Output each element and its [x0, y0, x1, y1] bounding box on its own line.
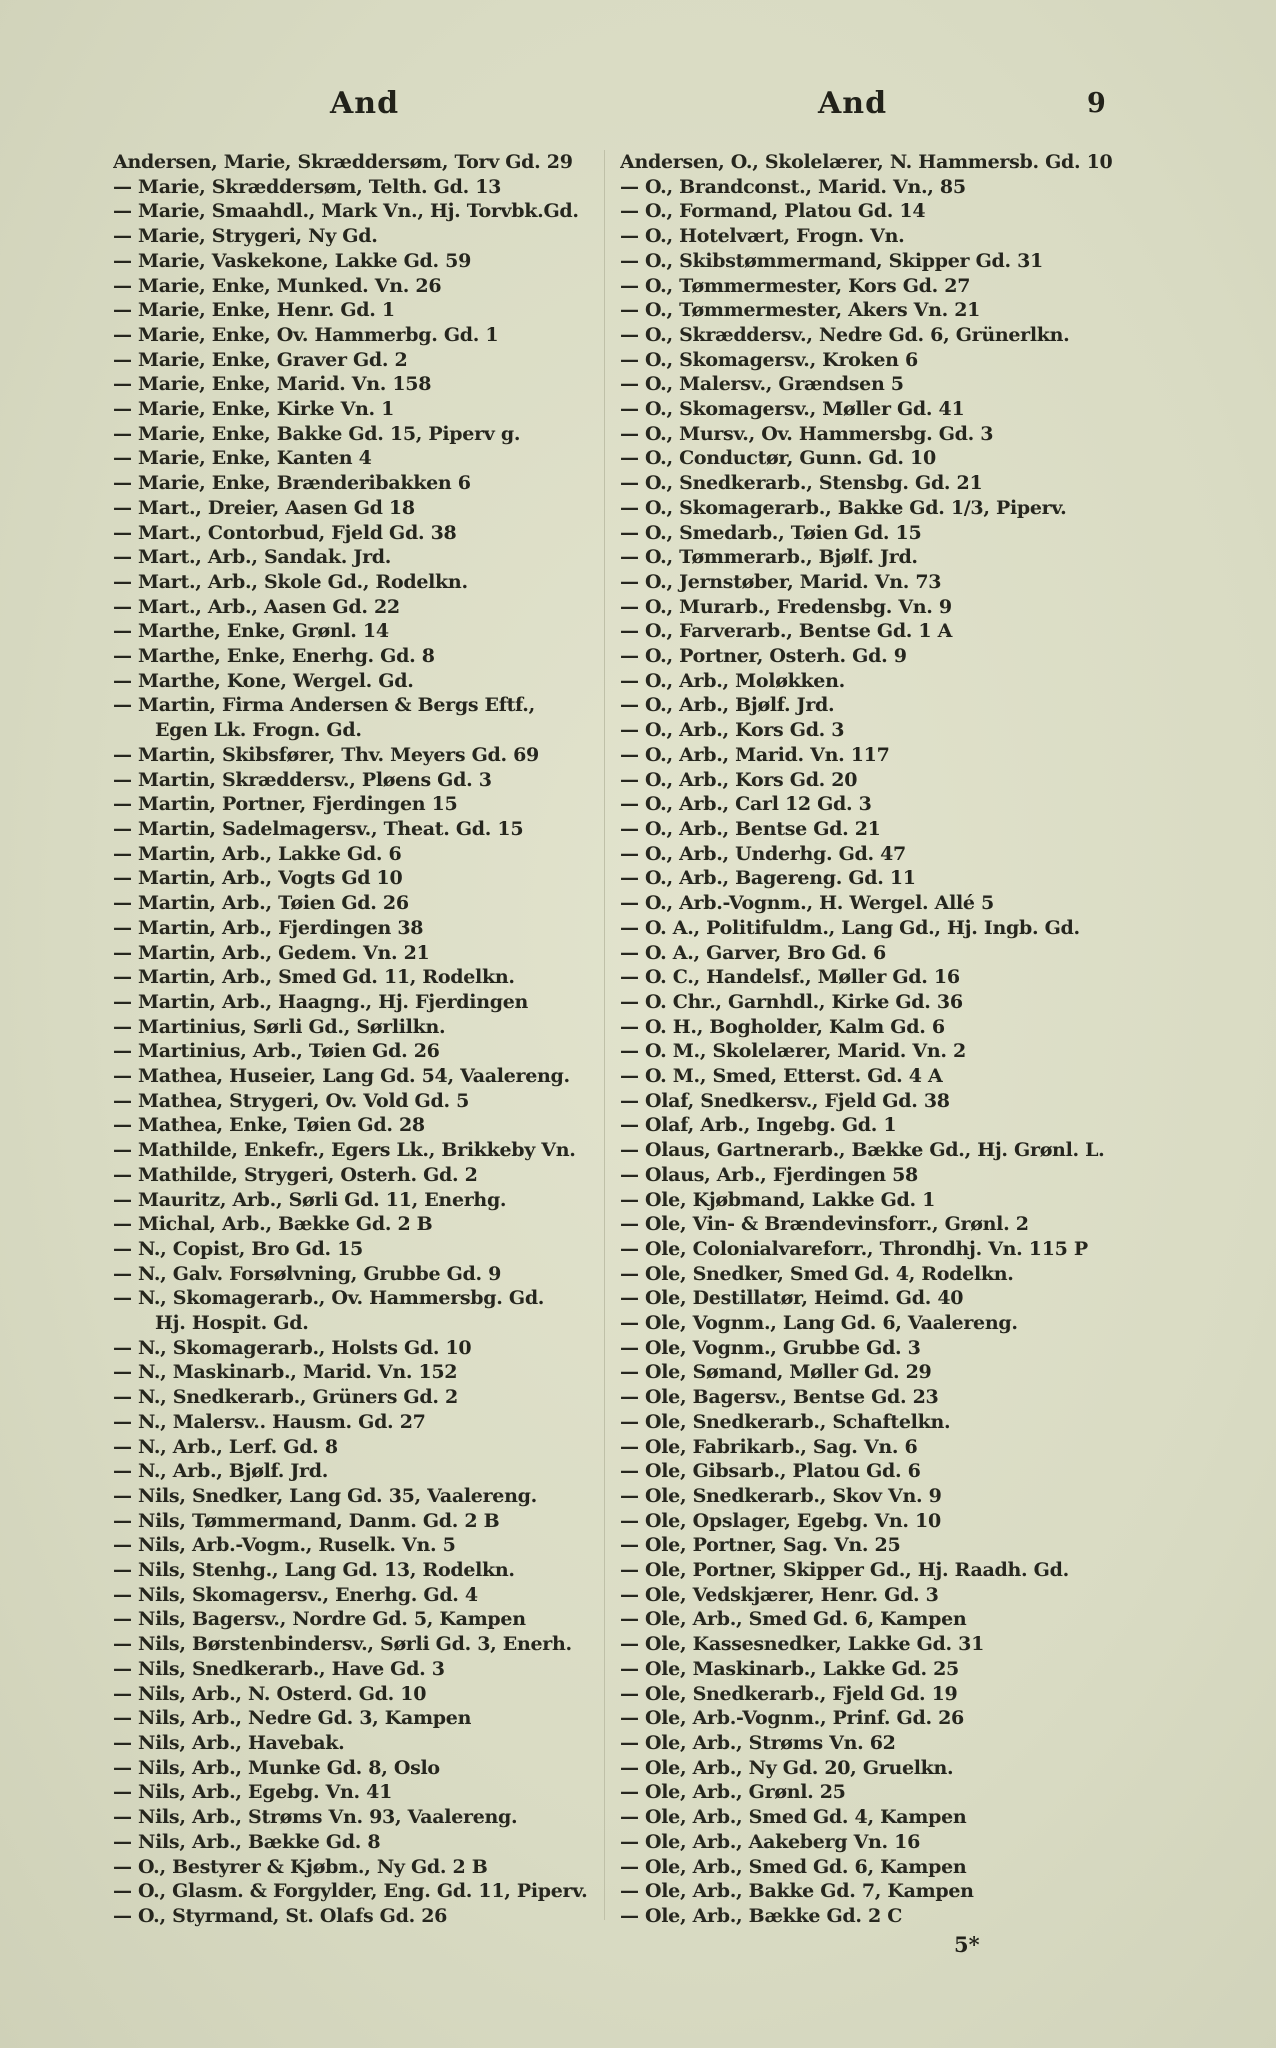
- directory-entry: — Nils, Bagersv., Nordre Gd. 5, Kampen: [113, 1608, 526, 1631]
- directory-entry: — O., Farverarb., Bentse Gd. 1 A: [620, 620, 953, 643]
- directory-entry: — O., Arb., Carl 12 Gd. 3: [620, 793, 872, 816]
- directory-entry: — Michal, Arb., Bække Gd. 2 B: [113, 1213, 433, 1236]
- directory-entry: — Mart., Arb., Skole Gd., Rodelkn.: [113, 570, 468, 593]
- directory-entry: — Marie, Skræddersøm, Telth. Gd. 13: [113, 175, 502, 198]
- directory-entry: — Ole, Fabrikarb., Sag. Vn. 6: [620, 1435, 918, 1458]
- directory-entry: — Martinius, Sørli Gd., Sørlilkn.: [113, 1015, 446, 1038]
- directory-entry: — Ole, Arb., Strøms Vn. 62: [620, 1732, 896, 1754]
- running-header-left: And: [330, 86, 400, 121]
- directory-entry: — Mathea, Strygeri, Ov. Vold Gd. 5: [113, 1089, 470, 1112]
- directory-entry: — O. A., Garver, Bro Gd. 6: [620, 941, 886, 964]
- directory-entry: — Mathea, Huseier, Lang Gd. 54, Vaalereng.: [113, 1065, 570, 1088]
- directory-entry: — Mart., Arb., Aasen Gd. 22: [113, 595, 400, 618]
- directory-entry: — Marthe, Enke, Enerhg. Gd. 8: [113, 645, 435, 668]
- directory-entry: — Nils, Skomagersv., Enerhg. Gd. 4: [113, 1583, 478, 1606]
- directory-entry: — Mathilde, Enkefr., Egers Lk., Brikkeby Vn.: [113, 1139, 576, 1162]
- directory-entry: — O., Arb., Bentse Gd. 21: [620, 817, 881, 840]
- directory-entry: — Nils, Arb.-Vogm., Ruselk. Vn. 5: [113, 1534, 456, 1557]
- directory-entry: — O., Tømmerarb., Bjølf. Jrd.: [620, 546, 918, 569]
- directory-entry: — Ole, Colonialvareforr., Throndhj. Vn. 115 P: [620, 1237, 1088, 1260]
- directory-entry: — Ole, Vognm., Lang Gd. 6, Vaalereng.: [620, 1312, 1018, 1335]
- directory-entry: — N., Copist, Bro Gd. 15: [113, 1237, 363, 1260]
- directory-entry: — Ole, Maskinarb., Lakke Gd. 25: [620, 1657, 959, 1680]
- directory-entry: — Mart., Contorbud, Fjeld Gd. 38: [113, 521, 457, 544]
- directory-entry: — Ole, Vin- & Brændevinsforr., Grønl. 2: [620, 1213, 1029, 1236]
- directory-entry: — O., Skibstømmermand, Skipper Gd. 31: [620, 249, 1043, 272]
- directory-entry: — O., Arb., Kors Gd. 3: [620, 719, 845, 742]
- directory-entry: — Mathea, Enke, Tøien Gd. 28: [113, 1114, 425, 1137]
- directory-entry: — Marie, Enke, Bakke Gd. 15, Piperv g.: [113, 422, 521, 445]
- directory-entry: — O., Arb., Marid. Vn. 117: [620, 743, 890, 766]
- directory-entry: — O., Skræddersv., Nedre Gd. 6, Grünerlkn.: [620, 323, 1070, 346]
- directory-entry: Hj. Hospit. Gd.: [155, 1312, 309, 1335]
- directory-entry: — O. M., Skolelærer, Marid. Vn. 2: [620, 1040, 966, 1063]
- directory-entry: — Ole, Sømand, Møller Gd. 29: [620, 1361, 932, 1384]
- directory-entry: — Ole, Vedskjærer, Henr. Gd. 3: [620, 1583, 939, 1606]
- directory-entry: — Ole, Snedkerarb., Skov Vn. 9: [620, 1484, 942, 1507]
- directory-entry: — O., Tømmermester, Kors Gd. 27: [620, 274, 971, 297]
- directory-entry: — Ole, Arb.-Vognm., Prinf. Gd. 26: [620, 1707, 964, 1730]
- directory-entry: — Martin, Skræddersv., Pløens Gd. 3: [113, 768, 492, 791]
- directory-entry: — N., Skomagerarb., Holsts Gd. 10: [113, 1336, 472, 1359]
- directory-entry: — Ole, Arb., Aakeberg Vn. 16: [620, 1830, 920, 1853]
- directory-entry: — Martin, Sadelmagersv., Theat. Gd. 15: [113, 817, 524, 840]
- directory-entry: — Martin, Arb., Haagng., Hj. Fjerdingen: [113, 990, 529, 1013]
- signature-mark: 5*: [954, 1932, 980, 1957]
- directory-entry: — O. M., Smed, Etterst. Gd. 4 A: [620, 1065, 943, 1088]
- directory-entry: — O., Bestyrer & Kjøbm., Ny Gd. 2 B: [113, 1855, 488, 1878]
- right-column: [620, 150, 1125, 1929]
- directory-entry: — Ole, Destillatør, Heimd. Gd. 40: [620, 1287, 964, 1310]
- directory-entry: — Mauritz, Arb., Sørli Gd. 11, Enerhg.: [113, 1188, 507, 1211]
- directory-entry: — O., Arb., Moløkken.: [620, 669, 845, 692]
- directory-entry: — Olaus, Arb., Fjerdingen 58: [620, 1163, 918, 1186]
- directory-entry: — O., Smedarb., Tøien Gd. 15: [620, 521, 922, 544]
- directory-entry: — Martin, Arb., Lakke Gd. 6: [113, 842, 402, 865]
- directory-entry: — O., Conductør, Gunn. Gd. 10: [620, 447, 936, 470]
- directory-entry: — Martin, Firma Andersen & Bergs Eftf.,: [113, 694, 535, 717]
- directory-entry: — Martinius, Arb., Tøien Gd. 26: [113, 1040, 440, 1063]
- directory-entry: — O., Arb., Underhg. Gd. 47: [620, 842, 906, 865]
- directory-entry: — Ole, Arb., Grønl. 25: [620, 1781, 846, 1804]
- directory-entry: — O., Snedkerarb., Stensbg. Gd. 21: [620, 472, 983, 495]
- directory-entry: — O., Glasm. & Forgylder, Eng. Gd. 11, Piperv.: [113, 1880, 588, 1903]
- directory-entry: — Martin, Arb., Smed Gd. 11, Rodelkn.: [113, 966, 515, 989]
- directory-entry: — Nils, Arb., Nedre Gd. 3, Kampen: [113, 1707, 472, 1730]
- left-column: [113, 150, 600, 1929]
- directory-entry: — O., Skomagersv., Møller Gd. 41: [620, 398, 965, 421]
- directory-entry: — Martin, Arb., Vogts Gd 10: [113, 867, 403, 890]
- directory-entry: — N., Snedkerarb., Grüners Gd. 2: [113, 1386, 458, 1409]
- directory-entry: — O. H., Bogholder, Kalm Gd. 6: [620, 1015, 945, 1038]
- directory-entry: — Nils, Arb., Bække Gd. 8: [113, 1830, 381, 1853]
- page-number: 9: [1087, 88, 1106, 119]
- directory-entry: — Martin, Arb., Fjerdingen 38: [113, 916, 424, 939]
- directory-entry: — O., Hotelvært, Frogn. Vn.: [620, 225, 905, 248]
- directory-entry: — Ole, Portner, Sag. Vn. 25: [620, 1534, 901, 1557]
- directory-entry: — Nils, Arb., Munke Gd. 8, Oslo: [113, 1756, 440, 1779]
- directory-entry: — N., Maskinarb., Marid. Vn. 152: [113, 1361, 458, 1384]
- directory-entry: — Ole, Snedker, Smed Gd. 4, Rodelkn.: [620, 1262, 1014, 1285]
- directory-entry: Andersen, O., Skolelærer, N. Hammersb. Gd. 10: [620, 151, 1113, 173]
- column-divider: [604, 150, 605, 1920]
- directory-entry: — Ole, Arb., Smed Gd. 4, Kampen: [620, 1806, 967, 1829]
- directory-entry: — O., Brandconst., Marid. Vn., 85: [620, 175, 966, 198]
- directory-entry: — N., Galv. Forsølvning, Grubbe Gd. 9: [113, 1262, 502, 1285]
- directory-entry: — O., Malersv., Grændsen 5: [620, 373, 904, 396]
- directory-entry: — Nils, Arb., N. Osterd. Gd. 10: [113, 1682, 427, 1705]
- directory-entry: — O. C., Handelsf., Møller Gd. 16: [620, 966, 960, 989]
- running-header-right: And: [818, 86, 888, 121]
- directory-entry: — O. Chr., Garnhdl., Kirke Gd. 36: [620, 990, 963, 1013]
- directory-entry: — O., Arb., Bagereng. Gd. 11: [620, 867, 916, 890]
- directory-entry: — Mathilde, Strygeri, Osterh. Gd. 2: [113, 1163, 478, 1186]
- directory-entry: — Ole, Kassesnedker, Lakke Gd. 31: [620, 1633, 984, 1656]
- directory-entry: — Marie, Enke, Graver Gd. 2: [113, 348, 408, 371]
- directory-entry: — O., Arb., Kors Gd. 20: [620, 768, 858, 791]
- directory-entry: — Ole, Snedkerarb., Schaftelkn.: [620, 1410, 951, 1433]
- directory-entry: — O., Murarb., Fredensbg. Vn. 9: [620, 595, 952, 618]
- directory-entry: — Marie, Enke, Marid. Vn. 158: [113, 373, 432, 396]
- directory-entry: — N., Arb., Bjølf. Jrd.: [113, 1460, 329, 1483]
- directory-entry: — Ole, Gibsarb., Platou Gd. 6: [620, 1460, 921, 1483]
- directory-entry: — Marthe, Enke, Grønl. 14: [113, 620, 389, 643]
- directory-entry: — O., Skomagersv., Kroken 6: [620, 348, 918, 371]
- directory-entry: — Ole, Vognm., Grubbe Gd. 3: [620, 1336, 921, 1359]
- directory-entry: — Ole, Arb., Ny Gd. 20, Gruelkn.: [620, 1756, 954, 1779]
- directory-entry: — Olaus, Gartnerarb., Bække Gd., Hj. Grønl. L.: [620, 1139, 1105, 1162]
- directory-entry: — Nils, Arb., Strøms Vn. 93, Vaalereng.: [113, 1806, 518, 1829]
- directory-entry: — O., Formand, Platou Gd. 14: [620, 200, 926, 223]
- directory-entry: — Martin, Portner, Fjerdingen 15: [113, 793, 458, 816]
- directory-entry: — Olaf, Arb., Ingebg. Gd. 1: [620, 1114, 897, 1137]
- directory-entry: — Marie, Enke, Henr. Gd. 1: [113, 299, 395, 322]
- directory-entry: — Ole, Arb., Bakke Gd. 7, Kampen: [620, 1880, 974, 1903]
- directory-entry: — Nils, Børstenbindersv., Sørli Gd. 3, Enerh.: [113, 1633, 572, 1656]
- directory-entry: — Martin, Arb., Gedem. Vn. 21: [113, 941, 430, 964]
- directory-entry: — O., Styrmand, St. Olafs Gd. 26: [113, 1904, 448, 1927]
- directory-entry: — O., Jernstøber, Marid. Vn. 73: [620, 570, 942, 593]
- directory-entry: — Ole, Portner, Skipper Gd., Hj. Raadh. Gd.: [620, 1559, 1069, 1582]
- directory-entry: — O., Arb., Bjølf. Jrd.: [620, 694, 835, 717]
- directory-entry: — Nils, Snedkerarb., Have Gd. 3: [113, 1657, 445, 1680]
- directory-entry: — N., Skomagerarb., Ov. Hammersbg. Gd.: [113, 1287, 545, 1310]
- directory-entry: — Ole, Kjøbmand, Lakke Gd. 1: [620, 1188, 936, 1211]
- directory-entry: — O., Skomagerarb., Bakke Gd. 1/3, Piperv.: [620, 496, 1067, 519]
- directory-entry: — O., Mursv., Ov. Hammersbg. Gd. 3: [620, 422, 994, 445]
- directory-entry: — Ole, Arb., Smed Gd. 6, Kampen: [620, 1608, 967, 1631]
- directory-entry: — Marie, Strygeri, Ny Gd.: [113, 225, 378, 248]
- directory-entry: — N., Arb., Lerf. Gd. 8: [113, 1435, 338, 1458]
- directory-entry: — Nils, Arb., Egebg. Vn. 41: [113, 1781, 393, 1804]
- directory-entry: Egen Lk. Frogn. Gd.: [155, 719, 362, 742]
- directory-entry: — Ole, Arb., Bække Gd. 2 C: [620, 1904, 903, 1927]
- directory-entry: — O., Portner, Osterh. Gd. 9: [620, 645, 907, 668]
- directory-entry: — O., Tømmermester, Akers Vn. 21: [620, 299, 981, 322]
- directory-entry: — Marie, Vaskekone, Lakke Gd. 59: [113, 249, 472, 272]
- directory-entry: — Marie, Enke, Kirke Vn. 1: [113, 398, 395, 421]
- directory-entry: — O., Arb.-Vognm., H. Wergel. Allé 5: [620, 892, 994, 915]
- directory-entry: — Ole, Opslager, Egebg. Vn. 10: [620, 1509, 941, 1532]
- directory-entry: — Ole, Arb., Smed Gd. 6, Kampen: [620, 1855, 967, 1878]
- directory-entry: — Mart., Dreier, Aasen Gd 18: [113, 496, 415, 519]
- directory-entry: — Nils, Tømmermand, Danm. Gd. 2 B: [113, 1509, 500, 1532]
- directory-entry: Andersen, Marie, Skræddersøm, Torv Gd. 29: [113, 151, 573, 173]
- directory-entry: — Marie, Enke, Kanten 4: [113, 447, 372, 470]
- directory-entry: — Marthe, Kone, Wergel. Gd.: [113, 669, 414, 692]
- directory-entry: — Marie, Enke, Ov. Hammerbg. Gd. 1: [113, 323, 499, 346]
- directory-entry: — Nils, Stenhg., Lang Gd. 13, Rodelkn.: [113, 1559, 515, 1582]
- directory-entry: — Nils, Arb., Havebak.: [113, 1732, 345, 1754]
- directory-entry: — Marie, Smaahdl., Mark Vn., Hj. Torvbk.Gd.: [113, 200, 579, 223]
- directory-entry: — Nils, Snedker, Lang Gd. 35, Vaalereng.: [113, 1484, 537, 1507]
- directory-entry: — Olaf, Snedkersv., Fjeld Gd. 38: [620, 1089, 950, 1112]
- directory-entry: — O. A., Politifuldm., Lang Gd., Hj. Ingb. Gd.: [620, 916, 1080, 939]
- directory-entry: — Ole, Snedkerarb., Fjeld Gd. 19: [620, 1682, 958, 1705]
- directory-entry: — Martin, Arb., Tøien Gd. 26: [113, 892, 409, 915]
- directory-entry: — Ole, Bagersv., Bentse Gd. 23: [620, 1386, 939, 1409]
- directory-entry: — N., Malersv.. Hausm. Gd. 27: [113, 1410, 426, 1433]
- directory-entry: — Martin, Skibsfører, Thv. Meyers Gd. 69: [113, 743, 539, 766]
- directory-entry: — Marie, Enke, Brænderibakken 6: [113, 472, 471, 495]
- directory-entry: — Mart., Arb., Sandak. Jrd.: [113, 546, 392, 569]
- directory-entry: — Marie, Enke, Munked. Vn. 26: [113, 274, 442, 297]
